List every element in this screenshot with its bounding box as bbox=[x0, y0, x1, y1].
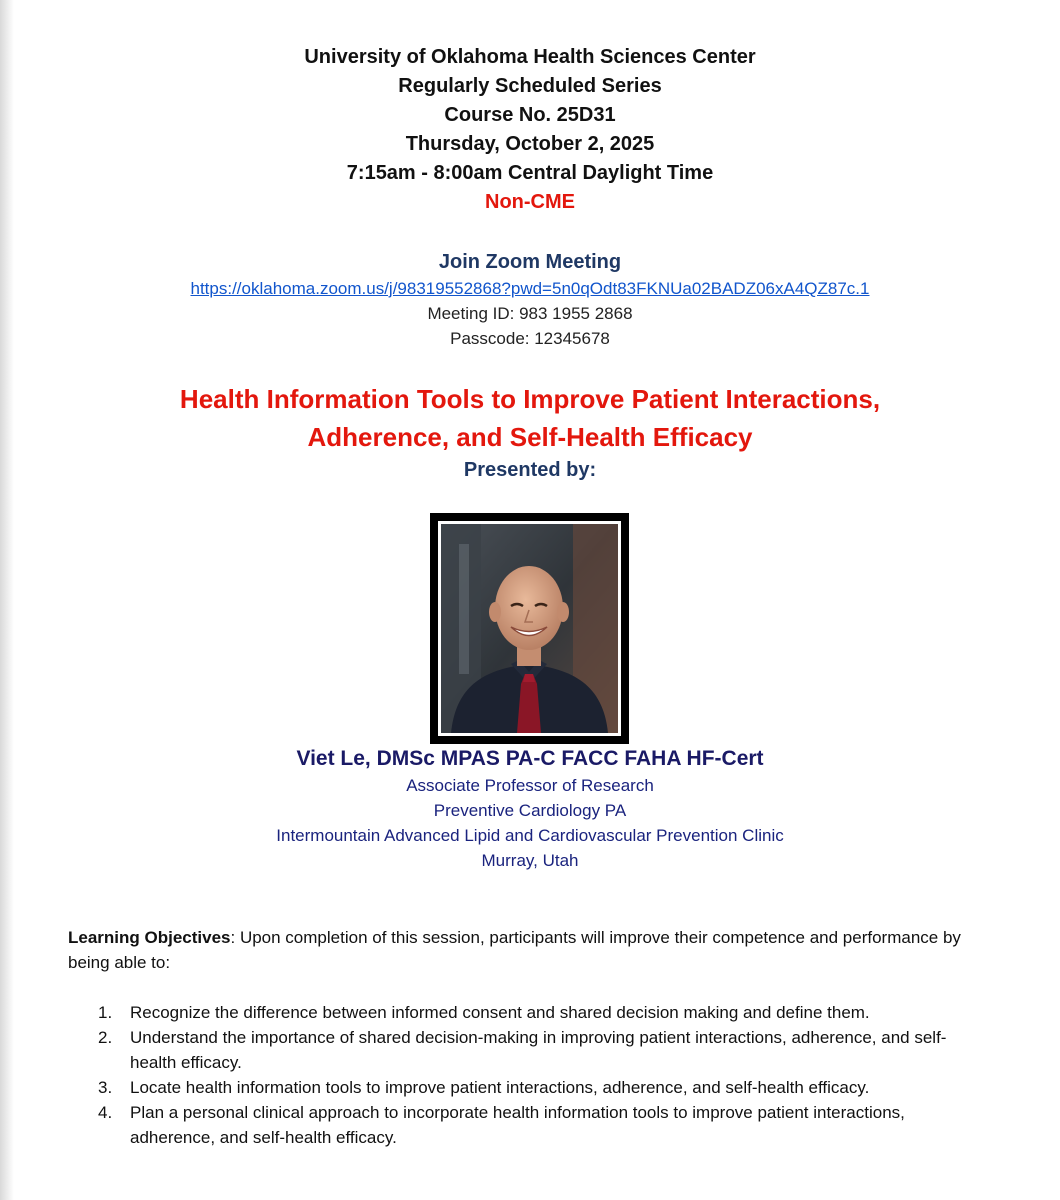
speaker-photo-frame bbox=[430, 513, 629, 744]
zoom-meeting-id: Meeting ID: 983 1955 2868 bbox=[427, 304, 633, 323]
learning-objectives-intro bbox=[68, 925, 968, 975]
zoom-section bbox=[0, 248, 1060, 351]
zoom-passcode: Passcode: 12345678 bbox=[450, 329, 610, 348]
learning-objectives-list bbox=[68, 1000, 978, 1150]
presented-by-label: Presented by: bbox=[463, 459, 597, 481]
speaker-clinic: Intermountain Advanced Lipid and Cardiovascular Prevention Clinic bbox=[276, 826, 784, 845]
objective-number: 2. bbox=[98, 1028, 113, 1047]
objective-text: Locate health information tools to improve patient interactions, adherence, and self-health efficacy. bbox=[130, 1078, 870, 1097]
objective-text: Plan a personal clinical approach to incorporate health information tools to improve patient interactions, adherence, and self-health efficacy. bbox=[130, 1103, 905, 1147]
header-course-number: Course No. 25D31 bbox=[444, 104, 616, 126]
zoom-title: Join Zoom Meeting bbox=[438, 251, 622, 273]
objective-number: 4. bbox=[98, 1103, 113, 1122]
non-cme-label: Non-CME bbox=[485, 191, 575, 213]
objective-item bbox=[68, 1000, 978, 1025]
speaker-photo bbox=[438, 521, 621, 736]
objective-item bbox=[68, 1100, 978, 1150]
zoom-meeting-link[interactable]: https://oklahoma.zoom.us/j/98319552868?pwd=5n0qOdt83FKNUa02BADZ06xA4QZ87c.1 bbox=[190, 279, 870, 298]
objective-text: Recognize the difference between informed consent and shared decision making and define them. bbox=[130, 1003, 870, 1022]
talk-title-line-2: Adherence, and Self-Health Efficacy bbox=[307, 422, 753, 452]
learning-objectives-intro-text: : Upon completion of this session, participants will improve their competence and performance by being able to: bbox=[68, 928, 961, 972]
objective-item bbox=[68, 1025, 978, 1075]
speaker-role: Associate Professor of Research bbox=[406, 776, 654, 795]
speaker-name: Viet Le, DMSc MPAS PA-C FACC FAHA HF-Cert bbox=[296, 747, 764, 770]
speaker-section bbox=[0, 745, 1060, 873]
speaker-location: Murray, Utah bbox=[481, 851, 579, 870]
header-time: 7:15am - 8:00am Central Daylight Time bbox=[346, 162, 714, 184]
header-institution: University of Oklahoma Health Sciences Center bbox=[304, 46, 756, 68]
header-series: Regularly Scheduled Series bbox=[398, 75, 662, 97]
course-header bbox=[0, 43, 1060, 217]
talk-title-line-1: Health Information Tools to Improve Patient Interactions, bbox=[179, 384, 881, 414]
objective-text: Understand the importance of shared decision-making in improving patient interactions, adherence, and self-health efficacy. bbox=[130, 1028, 947, 1072]
speaker-portrait-illustration bbox=[441, 524, 618, 733]
objective-number: 1. bbox=[98, 1003, 113, 1022]
header-date: Thursday, October 2, 2025 bbox=[405, 133, 655, 155]
objective-item bbox=[68, 1075, 978, 1100]
objective-number: 3. bbox=[98, 1078, 113, 1097]
talk-section bbox=[0, 380, 1060, 484]
learning-objectives-label: Learning Objectives bbox=[68, 928, 231, 947]
speaker-specialty: Preventive Cardiology PA bbox=[433, 801, 627, 820]
